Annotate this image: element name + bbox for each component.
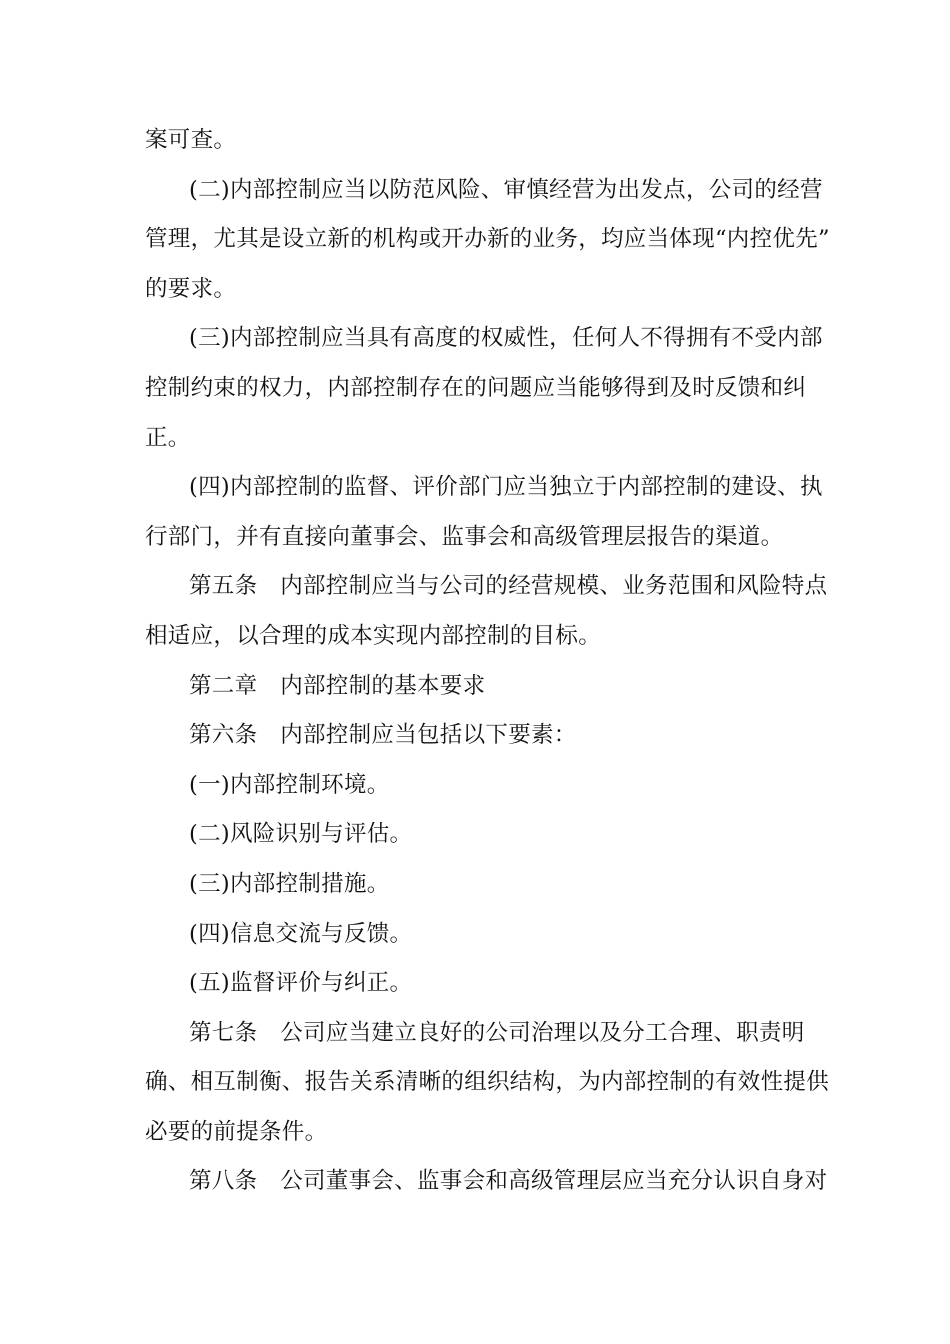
text-line: 案可查。 [145, 127, 237, 153]
text-line: 确、相互制衡、报告关系清晰的组织结构，为内部控制的有效性提供 [145, 1069, 830, 1096]
list-item: (五)监督评价与纠正。 [189, 970, 413, 997]
list-item: (四)信息交流与反馈。 [189, 920, 413, 947]
text-line: 管理，尤其是设立新的机构或开办新的业务，均应当体现“内控优先” [145, 226, 830, 253]
text-line: 行部门，并有直接向董事会、监事会和高级管理层报告的渠道。 [145, 523, 784, 550]
article-heading-line: 第五条 内部控制应当与公司的经营规模、业务范围和风险特点 [189, 573, 828, 600]
list-item: (三)内部控制措施。 [189, 870, 390, 897]
text-line: 必要的前提条件。 [145, 1118, 328, 1145]
list-item: (二)风险识别与评估。 [189, 821, 413, 848]
article-heading-line: 第八条 公司董事会、监事会和高级管理层应当充分认识自身对 [189, 1168, 828, 1195]
document-body [145, 116, 830, 1207]
text-line: (三)内部控制应当具有高度的权威性，任何人不得拥有不受内部 [189, 325, 823, 352]
chapter-heading: 第二章 内部控制的基本要求 [189, 672, 486, 699]
article-heading-line: 第六条 内部控制应当包括以下要素： [189, 722, 577, 749]
text-line: 相适应，以合理的成本实现内部控制的目标。 [145, 622, 602, 649]
list-item: (一)内部控制环境。 [189, 771, 390, 798]
article-heading-line: 第七条 公司应当建立良好的公司治理以及分工合理、职责明 [189, 1019, 805, 1046]
text-line: 正。 [145, 424, 191, 451]
text-line: 的要求。 [145, 275, 237, 302]
text-line: 控制约束的权力，内部控制存在的问题应当能够得到及时反馈和纠 [145, 374, 807, 401]
text-line: (二)内部控制应当以防范风险、审慎经营为出发点，公司的经营 [189, 176, 823, 203]
text-line: (四)内部控制的监督、评价部门应当独立于内部控制的建设、执 [189, 474, 823, 501]
